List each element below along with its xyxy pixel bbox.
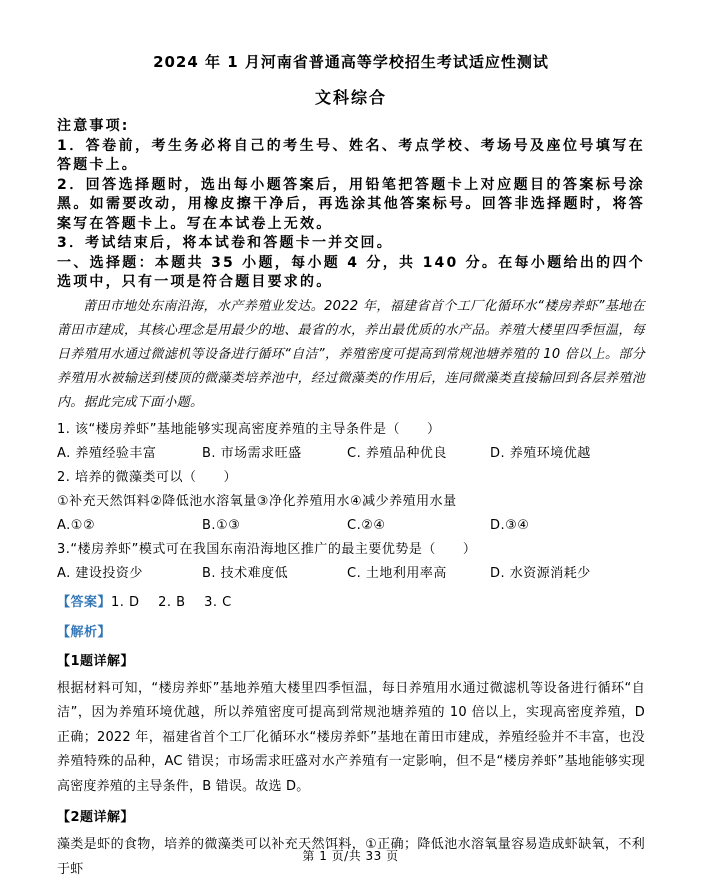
answer-label: 【答案】: [57, 594, 112, 610]
question-2-option-a: A.①②: [57, 517, 96, 533]
explanation-2-heading: 【2题详解】: [57, 810, 135, 825]
analysis-row: [57, 623, 645, 643]
question-2-option-c: C.②④: [347, 517, 386, 533]
question-3-option-a: A. 建设投资少: [57, 565, 143, 581]
notice-section: [57, 117, 645, 293]
notice-item-2: 2．回答选择题时，选出每小题答案后，用铅笔把答题卡上对应题目的答案标号涂黑。如需要改动，用橡皮擦干净后，再选涂其他答案标号。回答非选择题时，将答案写在答题卡上。写在本试卷上无效。: [57, 176, 645, 232]
section-one-intro: 一、选择题：本题共 35 小题，每小题 4 分，共 140 分。在每小题给出的四个选项中，只有一项是符合题目要求的。: [57, 254, 645, 290]
question-1-options: [57, 445, 645, 463]
question-1-stem: 1. 该“楼房养虾”基地能够实现高密度养殖的主导条件是（ ）: [57, 421, 441, 437]
question-2-option-b: B.①③: [202, 517, 241, 533]
question-1-option-a: A. 养殖经验丰富: [57, 445, 157, 461]
answer-row: [57, 593, 645, 613]
notice-item-1: 1．答卷前，考生务必将自己的考生号、姓名、考点学校、考场号及座位号填写在答题卡上。: [57, 137, 645, 173]
question-2-option-d: D.③④: [490, 517, 530, 533]
question-1-option-d: D. 养殖环境优越: [490, 445, 591, 461]
analysis-label: 【解析】: [57, 624, 112, 640]
page-number-indicator: 第 1 页/共 33 页: [302, 849, 399, 863]
explanation-2-text: 藻类是虾的食物，培养的微藻类可以补充天然饵料，①正确；降低池水溶氧量容易造成虾缺氧，不利于虾: [57, 837, 645, 877]
question-2-options: [57, 517, 645, 535]
explanation-1-heading: 【1题详解】: [57, 653, 135, 669]
question-1-option-c: C. 养殖品种优良: [347, 445, 447, 461]
answer-values: 1. D 2. B 3. C: [111, 594, 232, 610]
question-3-option-d: D. 水资源消耗少: [490, 565, 591, 581]
explanation-1-text: 根据材料可知，“楼房养虾”基地养殖大楼里四季恒温，每日养殖用水通过微滤机等设备进行循环“自洁”，因为养殖环境优越，所以养殖密度可提高到常规池塘养殖的 10 倍以上，实现高密度养殖，D 正确；2022 年，福建省首个工厂化循环水“楼房养虾”基地在莆田市建成，养殖经验并不丰富，也没养殖特殊的品种，AC 错误；市场需求旺盛对水产养殖有一定影响，但不是“楼房养虾”基地能够实现高密度养殖的主导条件，B 错误。故选 D。: [57, 680, 645, 794]
question-2-numbered-items: ①补充天然饵料②降低池水溶氧量③净化养殖用水④减少养殖用水量: [57, 493, 457, 509]
question-2-stem: 2. 培养的微藻类可以（ ）: [57, 469, 238, 485]
question-3-stem: 3.“楼房养虾”模式可在我国东南沿海地区推广的最主要优势是（ ）: [57, 541, 477, 557]
question-1-option-b: B. 市场需求旺盛: [202, 445, 302, 461]
question-3-options: [57, 565, 645, 583]
question-3-option-b: B. 技术难度低: [202, 565, 289, 581]
document-subtitle: 文科综合: [314, 88, 387, 107]
question-3-option-c: C. 土地利用率高: [347, 565, 447, 581]
notice-item-3: 3．考试结束后，将本试卷和答题卡一并交回。: [57, 235, 393, 251]
document-title: 2024 年 1 月河南省普通高等学校招生考试适应性测试: [153, 53, 549, 71]
reading-passage: 莆田市地处东南沿海，水产养殖业发达。2022 年，福建省首个工厂化循环水“楼房养虾”基地在莆田市建成，其核心理念是用最少的地、最省的水，养出最优质的水产品。养殖大楼里四季恒温，每日养殖用水通过微滤机等设备进行循环“自洁”，养殖密度可提高到常规池塘养殖的 10 倍以上。部分养殖用水被输送到楼顶的微藻类培养池中，经过微藻类的作用后，连同微藻类直接输回到各层养殖池内。据此完成下面小题。: [57, 298, 645, 410]
notice-heading: 注意事项:: [57, 118, 130, 134]
